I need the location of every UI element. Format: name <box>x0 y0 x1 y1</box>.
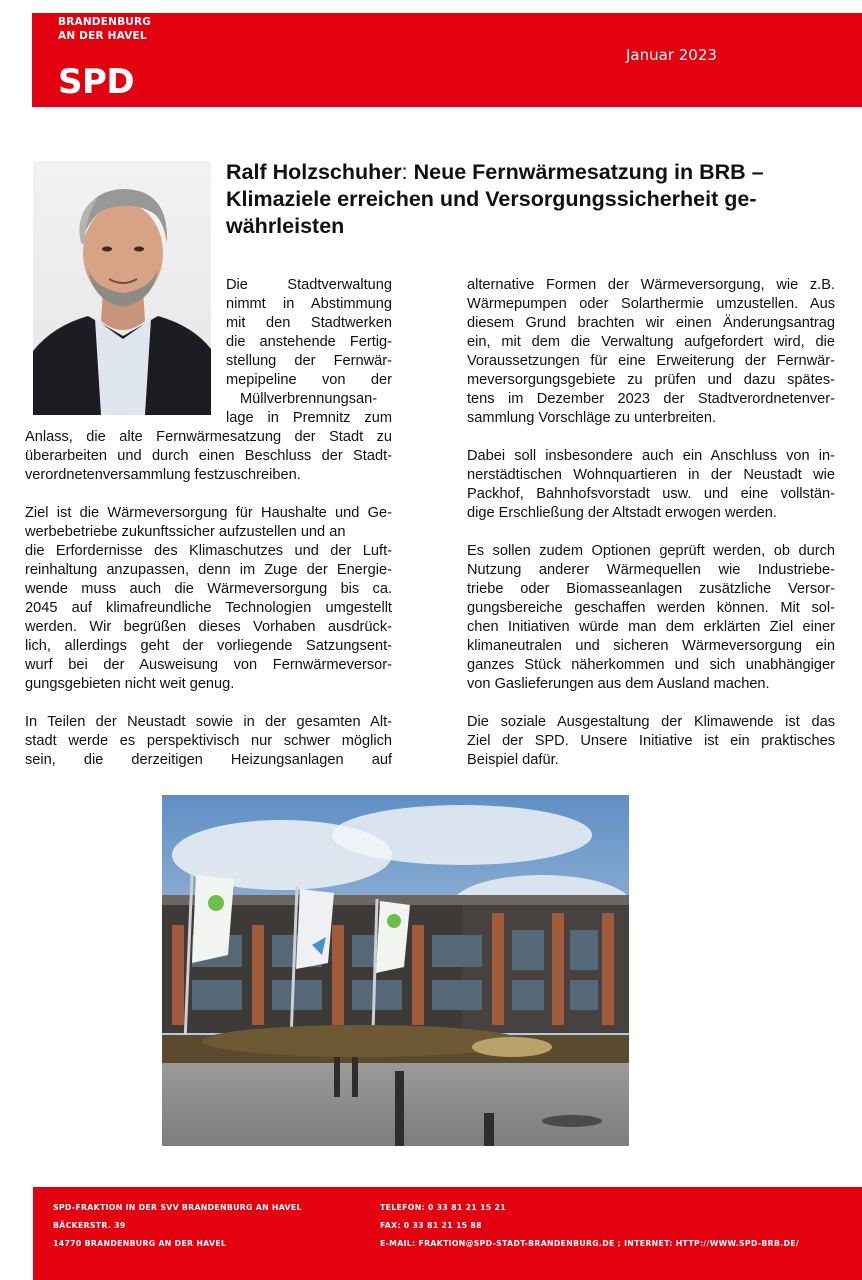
text-line: reinhaltung anzupassen, denn im Zuge der Energie- <box>25 562 392 578</box>
title-separator: : <box>401 160 408 184</box>
text-line: werden. Wir begrüßen dieses Vorhaben ausdrück- <box>25 619 392 635</box>
text-line: die anstehende Fertig- <box>226 334 392 350</box>
text-line: ganzes Stück näherkommen und sich unabhängiger <box>467 657 835 673</box>
text-line: Ziel ist die Wärmeversorgung für Haushalte und Ge- <box>25 505 392 521</box>
text-line: die Erfordernisse des Klimaschutzes und der Luft- <box>25 543 392 559</box>
text-line: überarbeiten und durch einen Beschluss der Stadt- <box>25 448 392 464</box>
title-author: Ralf Holzschuher <box>226 160 402 184</box>
text-line: wurf bei der Ausweisung von Fernwärmeversor- <box>25 657 392 673</box>
title-line2: Klimaziele erreichen und Versorgungssicherheit ge- <box>226 187 757 211</box>
text-line: nerstädtischen Wohnquartieren in der Neustadt wie <box>467 467 835 483</box>
text-line: Die Stadtverwaltung <box>226 277 392 293</box>
text-line: Es sollen zudem Optionen geprüft werden, ob durch <box>467 543 835 559</box>
logo-city-line2: AN DER HAVEL <box>58 30 147 42</box>
text-line: alternative Formen der Wärmeversorgung, wie z.B. <box>467 277 835 293</box>
text-line: Beispiel dafür. <box>467 752 559 768</box>
text-line: sammlung Vorschläge zu unterbreiten. <box>467 410 717 426</box>
text-line: 2045 auf klimafreundliche Technologien umgestellt <box>25 600 392 616</box>
text-line: Wärmepumpen oder Solarthermie umzustellen. Aus <box>467 296 835 312</box>
text-line: verordnetenversammlung festzuschreiben. <box>25 467 301 483</box>
text-line: Anlass, die alte Fernwärmesatzung der Stadt zu <box>25 429 392 445</box>
text-line: Nutzung anderer Wärmequellen wie Industriebe- <box>467 562 835 578</box>
text-line: stellung der Fernwär- <box>226 353 392 369</box>
footer-city: 14770 BRANDENBURG AN DER HAVEL <box>53 1239 227 1248</box>
text-line: dige Erschließung der Altstadt erwogen werden. <box>467 505 777 521</box>
text-line: lage in Premnitz zum <box>226 410 392 426</box>
text-line: werbebetriebe zukunftssicher aufzustellen und an <box>25 524 346 540</box>
text-line: diesem Grund brachten wir einen Änderungsantrag <box>467 315 835 331</box>
footer-street: BÄCKERSTR. 39 <box>53 1221 126 1230</box>
text-line: Packhof, Bahnhofsvorstadt usw. und eine vollstän- <box>467 486 835 502</box>
article-title <box>226 159 842 240</box>
footer-fax: FAX: 0 33 81 21 15 88 <box>380 1221 482 1230</box>
text-line: In Teilen der Neustadt sowie in der gesamten Alt- <box>25 714 392 730</box>
title-line1: Neue Fernwärmesatzung in BRB – <box>407 160 764 184</box>
title-line3: währleisten <box>226 214 345 238</box>
text-line: Dabei soll insbesondere auch ein Anschluss von in- <box>467 448 835 464</box>
text-line: Voraussetzungen für eine Erweiterung der Fernwär- <box>467 353 835 369</box>
text-line: wende muss auch die Wärmeversorgung bis ca. <box>25 581 392 597</box>
text-line: tens im Dezember 2023 der Stadtverordnetenver- <box>467 391 835 407</box>
text-line: stadt werde es perspektivisch nur schwer möglich <box>25 733 392 749</box>
text-line: Müllverbrennungsan- <box>240 391 378 407</box>
text-line: klimaneutralen und sicheren Wärmeversorgung ein <box>467 638 835 654</box>
text-line: sein, die derzeitigen Heizungsanlagen auf <box>25 752 392 768</box>
text-line: von Gaslieferungen aus dem Ausland machen. <box>467 676 770 692</box>
text-line: nimmt in Abstimmung <box>226 296 392 312</box>
text-line: chen Initiativen würde man dem erklärten Ziel einer <box>467 619 835 635</box>
logo-party-name: SPD <box>58 62 135 102</box>
spd-logo <box>54 13 162 107</box>
text-line: lich, allerdings geht der vorliegende Satzungsent- <box>25 638 392 654</box>
text-line: mit den Stadtwerken <box>226 315 392 331</box>
text-line: triebe oder Biomasseanlagen zusätzliche Versor- <box>467 581 835 597</box>
building-photo <box>162 795 629 1146</box>
footer-phone: TELEFON: 0 33 81 21 15 21 <box>380 1203 506 1212</box>
text-line: gungsgebieten nicht weit genug. <box>25 676 235 692</box>
text-line: meversorgungsgebiete zu prüfen und dazu spätes- <box>467 372 835 388</box>
portrait-photo <box>33 161 211 415</box>
footer-bar <box>33 1187 862 1280</box>
issue-date: Januar 2023 <box>626 46 717 64</box>
text-line: gungsbereiche geschaffen werden können. Mit sol- <box>467 600 835 616</box>
logo-city-line1: BRANDENBURG <box>58 16 152 28</box>
text-line: Die soziale Ausgestaltung der Klimawende ist das <box>467 714 835 730</box>
text-line: ein, mit dem die Verwaltung aufgefordert wird, die <box>467 334 835 350</box>
text-line: Ziel der SPD. Unsere Initiative ist ein praktisches <box>467 733 835 749</box>
text-line: mepipeline von der <box>226 372 392 388</box>
footer-organization: SPD-FRAKTION IN DER SVV BRANDENBURG AN HAVEL <box>53 1203 302 1212</box>
footer-contact-links: E-MAIL: FRAKTION@SPD-STADT-BRANDENBURG.DE ; INTERNET: HTTP://WWW.SPD-BRB.DE/ <box>380 1239 799 1248</box>
